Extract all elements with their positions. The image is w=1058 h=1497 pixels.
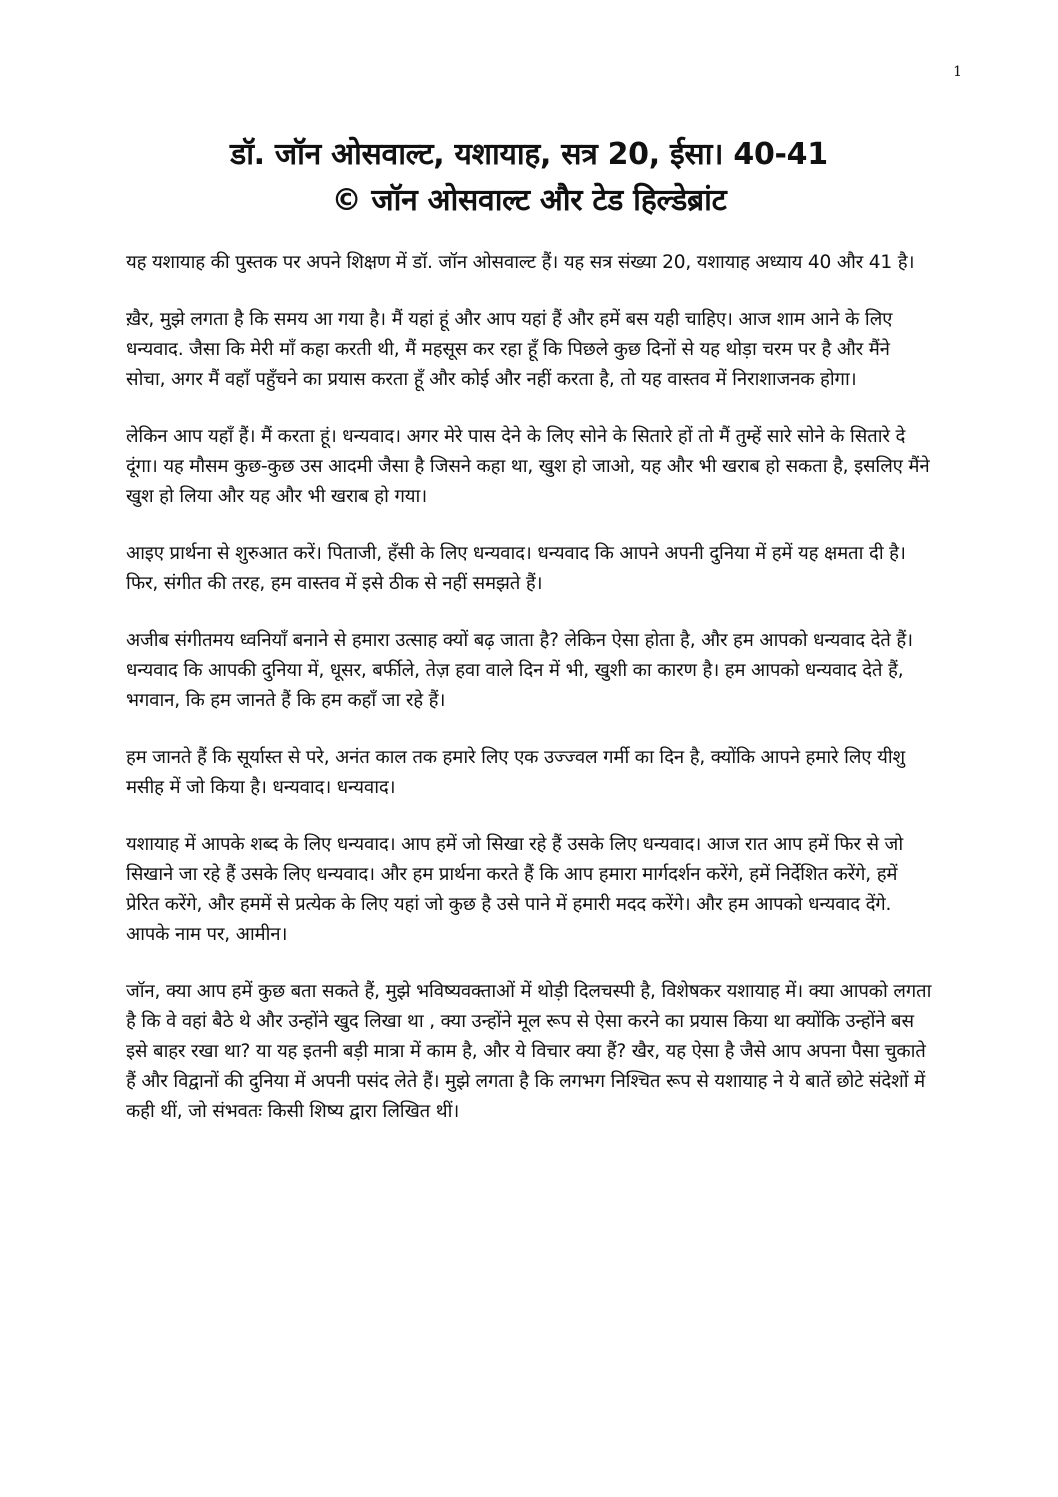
document-body	[126, 248, 932, 1154]
paragraph: लेकिन आप यहाँ हैं। मैं करता हूं। धन्यवाद। अगर मेरे पास देने के लिए सोने के सितारे हों तो मैं तुम्हें सारे सोने के सितारे दे दूंगा। यह मौसम कुछ-कुछ उस आदमी जैसा है जिसने कहा था, खुश हो जाओ, यह और भी खराब हो सकता है, इसलिए मैंने खुश हो लिया और यह और भी खराब हो गया।	[126, 426, 930, 507]
page-number: 1	[953, 64, 962, 80]
title-line-1: डॉ. जॉन ओसवाल्ट, यशायाह, सत्र 20, ईसा। 40-41	[230, 137, 828, 172]
paragraph-prayer: यशायाह में आपके शब्द के लिए धन्यवाद। आप हमें जो सिखा रहे हैं उसके लिए धन्यवाद। आज रात आप हमें फिर से जो सिखाने जा रहे हैं उसके लिए धन्यवाद। और हम प्रार्थना करते हैं कि आप हमारा मार्गदर्शन करेंगे, हमें निर्देशित करेंगे, हमें प्रेरित करेंगे, और हममें से प्रत्येक के लिए यहां जो कुछ है उसे पाने में हमारी मदद करेंगे। और हम आपको धन्यवाद देंगे. आपके नाम पर, आमीन।	[126, 834, 903, 945]
paragraph-prayer: अजीब संगीतमय ध्वनियाँ बनाने से हमारा उत्साह क्यों बढ़ जाता है? लेकिन ऐसा होता है, और हम आपको धन्यवाद देते हैं। धन्यवाद कि आपकी दुनिया में, धूसर, बर्फीले, तेज़ हवा वाले दिन में भी, खुशी का कारण है। हम आपको धन्यवाद देते हैं, भगवान, कि हम जानते हैं कि हम कहाँ जा रहे हैं।	[126, 630, 913, 711]
paragraph-question: जॉन, क्या आप हमें कुछ बता सकते हैं, मुझे भविष्यवक्ताओं में थोड़ी दिलचस्पी है, विशेषकर यशायाह में। क्या आपको लगता है कि वे वहां बैठे थे और उन्होंने खुद लिखा था , क्या उन्होंने मूल रूप से ऐसा करने का प्रयास किया था क्योंकि उन्होंने बस इसे बाहर रखा था? या यह इतनी बड़ी मात्रा में काम है, और ये विचार क्या हैं? खैर, यह ऐसा है जैसे आप अपना पैसा चुकाते हैं और विद्वानों की दुनिया में अपनी पसंद लेते हैं। मुझे लगता है कि लगभग निश्चित रूप से यशायाह ने ये बातें छोटे संदेशों में कही थीं, जो संभवतः किसी शिष्य द्वारा लिखित थीं।	[126, 981, 932, 1122]
paragraph: ख़ैर, मुझे लगता है कि समय आ गया है। मैं यहां हूं और आप यहां हैं और हमें बस यही चाहिए। आज शाम आने के लिए धन्यवाद. जैसा कि मेरी माँ कहा करती थी, मैं महसूस कर रहा हूँ कि पिछले कुछ दिनों से यह थोड़ा चरम पर है और मैंने सोचा, अगर मैं वहाँ पहुँचने का प्रयास करता हूँ और कोई और नहीं करता है, तो यह वास्तव में निराशाजनक होगा।	[126, 309, 893, 390]
paragraph-prayer: हम जानते हैं कि सूर्यास्त से परे, अनंत काल तक हमारे लिए एक उज्ज्वल गर्मी का दिन है, क्योंकि आपने हमारे लिए यीशु मसीह में जो किया है। धन्यवाद। धन्यवाद।	[126, 747, 905, 798]
paragraph-intro: यह यशायाह की पुस्तक पर अपने शिक्षण में डॉ. जॉन ओसवाल्ट हैं। यह सत्र संख्या 20, यशायाह अध्याय 40 और 41 है।	[126, 252, 915, 273]
document-title	[100, 132, 958, 224]
title-line-2: © जॉन ओसवाल्ट और टेड हिल्डेब्रांट	[331, 183, 727, 218]
paragraph-prayer: आइए प्रार्थना से शुरुआत करें। पिताजी, हँसी के लिए धन्यवाद। धन्यवाद कि आपने अपनी दुनिया में हमें यह क्षमता दी है। फिर, संगीत की तरह, हम वास्तव में इसे ठीक से नहीं समझते हैं।	[126, 543, 906, 594]
